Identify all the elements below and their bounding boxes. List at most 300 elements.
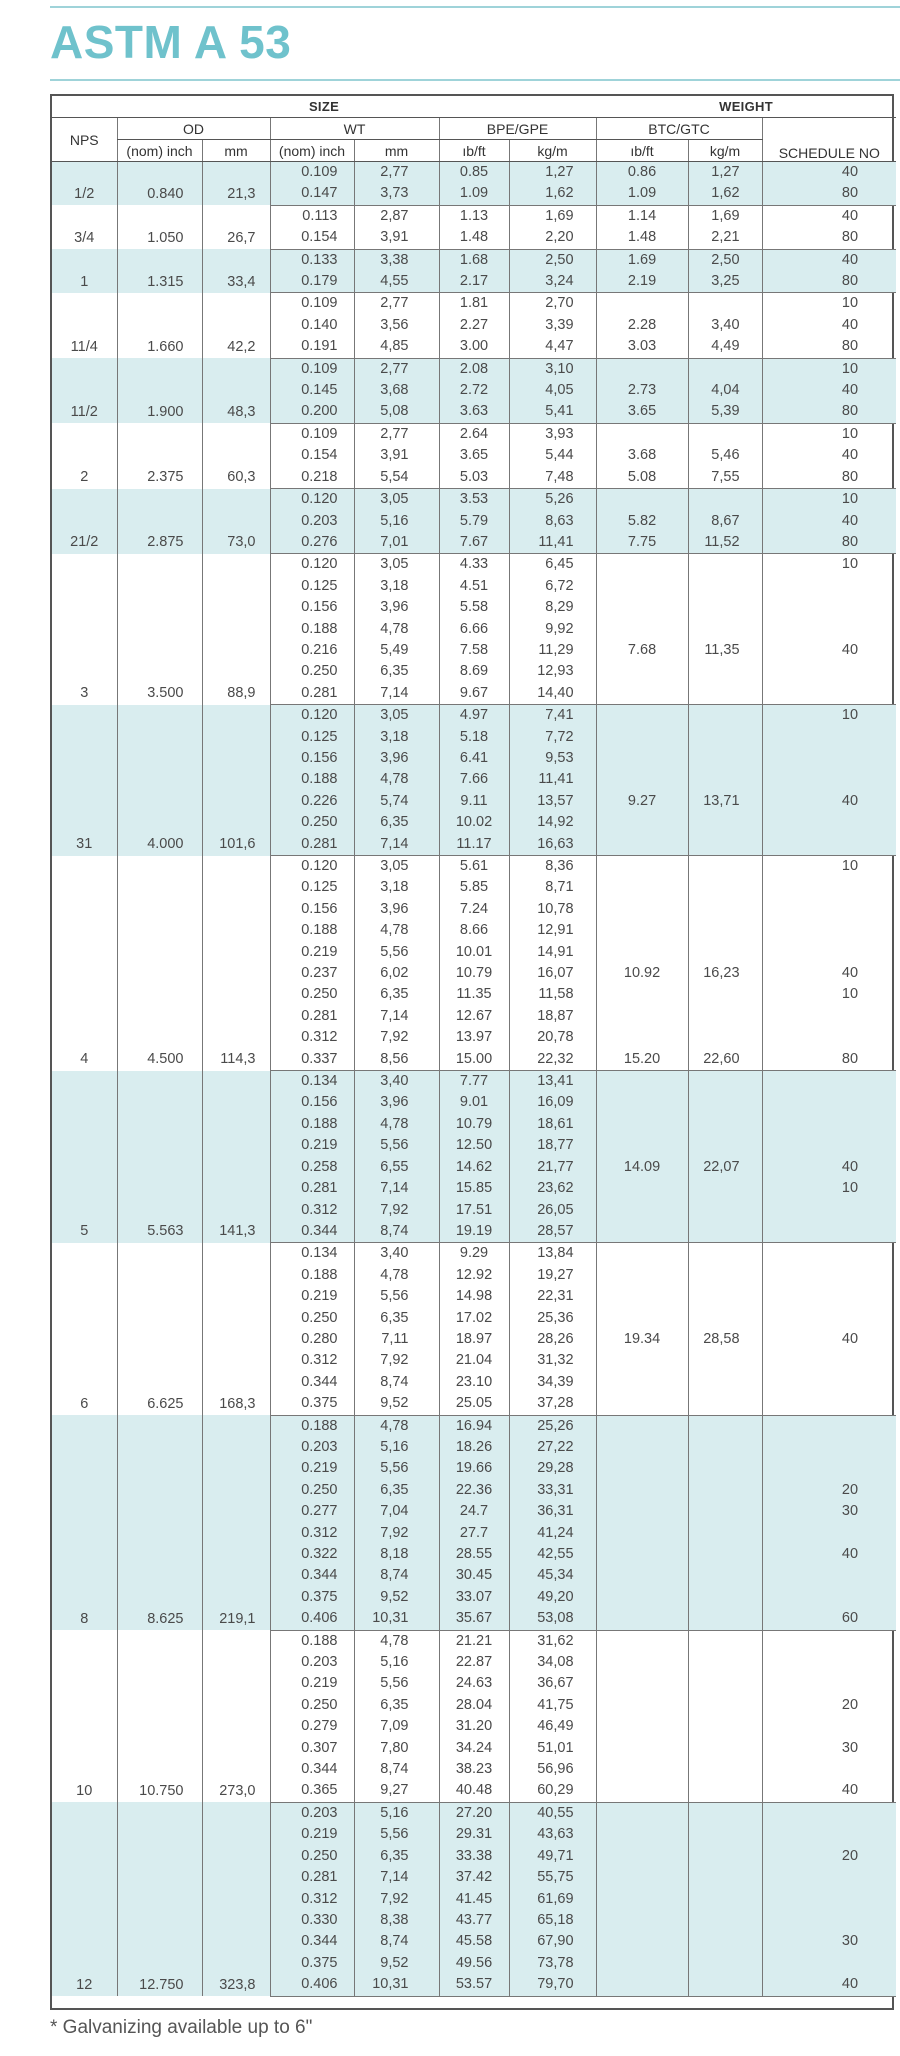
wt-inch-cell: 0.191: [270, 336, 354, 358]
btc-lbft-cell: 3.65: [596, 401, 688, 423]
btc-kgm-cell: [688, 1544, 762, 1565]
btc-kgm-cell: [688, 877, 762, 898]
wt-inch-cell: 0.154: [270, 227, 354, 249]
btc-kgm-cell: [688, 1350, 762, 1371]
wt-mm-cell: 5,74: [354, 791, 439, 812]
wt-inch-cell: 0.188: [270, 619, 354, 640]
od-mm-cell: 168,3: [202, 1243, 270, 1415]
btc-kgm-cell: [688, 769, 762, 790]
schedule-cell: 40: [762, 1329, 896, 1350]
bpe-kgm-cell: 36,67: [509, 1673, 596, 1694]
wt-inch-cell: 0.276: [270, 532, 354, 554]
schedule-cell: [762, 1437, 896, 1458]
bpe-kgm-cell: 12,93: [509, 661, 596, 682]
btc-lbft-cell: [596, 358, 688, 380]
nps-cell: 5: [52, 1071, 117, 1243]
bpe-lbft-cell: 5.18: [439, 727, 509, 748]
btc-lbft-cell: 1.09: [596, 183, 688, 205]
wt-mm-cell: 7,92: [354, 1889, 439, 1910]
bpe-kgm-cell: 3,93: [509, 423, 596, 445]
bpe-lbft-cell: 0.85: [439, 162, 509, 184]
btc-kgm-cell: 13,71: [688, 791, 762, 812]
btc-lbft-cell: [596, 1889, 688, 1910]
bpe-kgm-cell: 8,36: [509, 856, 596, 878]
schedule-cell: [762, 834, 896, 856]
wt-inch-cell: 0.280: [270, 1329, 354, 1350]
bpe-lbft-cell: 4.33: [439, 554, 509, 576]
btc-lbft-cell: [596, 576, 688, 597]
bpe-lbft-cell: 19.19: [439, 1221, 509, 1243]
schedule-cell: [762, 1953, 896, 1974]
btc-lbft-cell: 2.28: [596, 315, 688, 336]
od-mm-cell: 48,3: [202, 358, 270, 423]
table-row: [52, 162, 896, 184]
bpe-lbft-cell: 10.79: [439, 1114, 509, 1135]
btc-lbft-cell: 5.08: [596, 467, 688, 489]
schedule-cell: 40: [762, 445, 896, 466]
wt-inch-cell: 0.125: [270, 877, 354, 898]
btc-kgm-cell: [688, 1480, 762, 1501]
bpe-lbft-cell: 9.67: [439, 683, 509, 705]
wt-mm-cell: 4,55: [354, 271, 439, 293]
table-row: [52, 1415, 896, 1437]
schedule-cell: [762, 1114, 896, 1135]
bpe-lbft-cell: 10.01: [439, 942, 509, 963]
schedule-cell: 40: [762, 1780, 896, 1802]
wt-mm-cell: 6,35: [354, 1308, 439, 1329]
bpe-kgm-cell: 1,62: [509, 183, 596, 205]
schedule-cell: 40: [762, 162, 896, 184]
schedule-cell: [762, 1372, 896, 1393]
wt-inch-cell: 0.344: [270, 1372, 354, 1393]
wt-inch-cell: 0.281: [270, 683, 354, 705]
btc-kgm-cell: [688, 554, 762, 576]
schedule-cell: [762, 1716, 896, 1737]
bpe-lbft-cell: 4.97: [439, 705, 509, 727]
pipe-spec-table-frame: [50, 94, 894, 2010]
schedule-cell: [762, 1523, 896, 1544]
wt-mm-cell: 7,14: [354, 834, 439, 856]
wt-inch-cell: 0.344: [270, 1759, 354, 1780]
schedule-cell: [762, 661, 896, 682]
btc-kgm-cell: [688, 1221, 762, 1243]
schedule-cell: [762, 1092, 896, 1113]
schedule-cell: 10: [762, 293, 896, 315]
od-mm-cell: 33,4: [202, 249, 270, 293]
schedule-cell: [762, 1458, 896, 1479]
wt-mm-cell: 2,87: [354, 205, 439, 227]
bpe-kgm-cell: 46,49: [509, 1716, 596, 1737]
schedule-cell: 30: [762, 1738, 896, 1759]
bpe-lbft-cell: 18.97: [439, 1329, 509, 1350]
wt-mm-cell: 8,18: [354, 1544, 439, 1565]
schedule-cell: [762, 1393, 896, 1415]
wt-mm-cell: 8,74: [354, 1759, 439, 1780]
btc-kgm-cell: 2,21: [688, 227, 762, 249]
schedule-header: SCHEDULE NO: [762, 118, 896, 162]
schedule-cell: 10: [762, 358, 896, 380]
od-mm-cell: 101,6: [202, 705, 270, 856]
schedule-cell: [762, 1587, 896, 1608]
btc-kgm-cell: [688, 1200, 762, 1221]
bpe-kgm-cell: 11,41: [509, 769, 596, 790]
wt-inch-cell: 0.281: [270, 1006, 354, 1027]
bpe-kgm-cell: 7,41: [509, 705, 596, 727]
wt-inch-cell: 0.219: [270, 1286, 354, 1307]
schedule-cell: 40: [762, 963, 896, 984]
od-inch-cell: 1.315: [117, 249, 202, 293]
pipe-spec-table: [52, 96, 896, 1997]
bpe-kgm-cell: 14,92: [509, 812, 596, 833]
od-mm-cell: 26,7: [202, 205, 270, 249]
od-mm-cell: 21,3: [202, 162, 270, 206]
wt-inch-cell: 0.337: [270, 1049, 354, 1071]
wt-header: WT: [270, 118, 439, 140]
schedule-cell: [762, 1889, 896, 1910]
od-inch-cell: 1.900: [117, 358, 202, 423]
btc-kgm-cell: [688, 1437, 762, 1458]
wt-inch-cell: 0.133: [270, 249, 354, 271]
table-row: [52, 856, 896, 878]
wt-mm-cell: 8,38: [354, 1910, 439, 1931]
btc-lbft-cell: [596, 661, 688, 682]
table-row: [52, 249, 896, 271]
schedule-cell: [762, 1006, 896, 1027]
btc-kgm-cell: [688, 293, 762, 315]
wt-inch-cell: 0.109: [270, 293, 354, 315]
wt-inch-cell: 0.156: [270, 597, 354, 618]
bpe-kgm-cell: 43,63: [509, 1824, 596, 1845]
bpe-lbft-cell: 34.24: [439, 1738, 509, 1759]
btc-lbft-header: ıb/ft: [596, 140, 688, 162]
btc-kgm-cell: [688, 748, 762, 769]
bpe-kgm-cell: 34,39: [509, 1372, 596, 1393]
wt-mm-cell: 4,78: [354, 1265, 439, 1286]
wt-inch-cell: 0.281: [270, 1178, 354, 1199]
bpe-kgm-cell: 5,41: [509, 401, 596, 423]
nps-cell: 2: [80, 469, 89, 486]
bpe-kgm-cell: 73,78: [509, 1953, 596, 1974]
bpe-lbft-cell: 27.20: [439, 1802, 509, 1824]
wt-mm-cell: 5,54: [354, 467, 439, 489]
btc-lbft-cell: [596, 1738, 688, 1759]
bpe-kgm-cell: 11,41: [509, 532, 596, 554]
bpe-lbft-cell: 40.48: [439, 1780, 509, 1802]
bpe-lbft-cell: 6.41: [439, 748, 509, 769]
bpe-kgm-cell: 14,91: [509, 942, 596, 963]
wt-inch-cell: 0.322: [270, 1544, 354, 1565]
nps-cell: 4: [80, 1051, 89, 1068]
schedule-cell: [762, 1221, 896, 1243]
wt-mm-cell: 3,73: [354, 183, 439, 205]
table-row: [52, 1243, 896, 1265]
btc-kgm-cell: 2,50: [688, 249, 762, 271]
schedule-cell: 80: [762, 183, 896, 205]
wt-mm-cell: 7,92: [354, 1523, 439, 1544]
wt-mm-cell: 7,14: [354, 1867, 439, 1888]
wt-inch-cell: 0.406: [270, 1974, 354, 1996]
wt-mm-cell: 4,78: [354, 769, 439, 790]
btc-lbft-cell: [596, 1587, 688, 1608]
btc-lbft-cell: 1.14: [596, 205, 688, 227]
wt-mm-cell: 3,56: [354, 315, 439, 336]
bpe-lbft-cell: 1.09: [439, 183, 509, 205]
page-title: ASTM A 53: [50, 16, 292, 68]
bpe-lbft-cell: 7.58: [439, 640, 509, 661]
title-top-rule: [50, 6, 900, 8]
wt-mm-cell: 6,02: [354, 963, 439, 984]
bpe-lbft-cell: 1.81: [439, 293, 509, 315]
wt-mm-cell: 6,35: [354, 1480, 439, 1501]
bpe-lbft-cell: 9.01: [439, 1092, 509, 1113]
btc-lbft-cell: [596, 1243, 688, 1265]
schedule-cell: [762, 877, 896, 898]
nps-cell: 3: [80, 685, 89, 702]
bpe-kgm-cell: 16,63: [509, 834, 596, 856]
wt-inch-cell: 0.406: [270, 1608, 354, 1630]
wt-inch-cell: 0.258: [270, 1157, 354, 1178]
bpe-lbft-cell: 12.50: [439, 1135, 509, 1156]
btc-kgm-cell: [688, 597, 762, 618]
wt-mm-cell: 3,18: [354, 576, 439, 597]
schedule-cell: [762, 576, 896, 597]
bpe-lbft-cell: 49.56: [439, 1953, 509, 1974]
btc-gtc-header: BTC/GTC: [596, 118, 762, 140]
btc-kgm-cell: [688, 1286, 762, 1307]
bpe-lbft-cell: 11.35: [439, 984, 509, 1005]
btc-lbft-cell: [596, 856, 688, 878]
schedule-cell: [762, 1652, 896, 1673]
bpe-kgm-cell: 6,45: [509, 554, 596, 576]
btc-lbft-cell: [596, 1974, 688, 1996]
wt-mm-cell: 5,08: [354, 401, 439, 423]
bpe-kgm-cell: 60,29: [509, 1780, 596, 1802]
wt-inch-cell: 0.216: [270, 640, 354, 661]
bpe-lbft-cell: 10.79: [439, 963, 509, 984]
bpe-kgm-cell: 20,78: [509, 1027, 596, 1048]
wt-mm-cell: 3,18: [354, 727, 439, 748]
schedule-cell: [762, 1802, 896, 1824]
schedule-cell: [762, 1135, 896, 1156]
nps-cell: 6: [80, 1395, 89, 1412]
btc-lbft-cell: [596, 920, 688, 941]
btc-lbft-cell: [596, 1415, 688, 1437]
bpe-kgm-cell: 11,29: [509, 640, 596, 661]
wt-inch-cell: 0.281: [270, 1867, 354, 1888]
btc-kgm-cell: 11,35: [688, 640, 762, 661]
schedule-cell: [762, 1200, 896, 1221]
table-row: [52, 293, 896, 315]
btc-kgm-cell: 7,55: [688, 467, 762, 489]
bpe-kgm-cell: 26,05: [509, 1200, 596, 1221]
wt-mm-cell: 5,49: [354, 640, 439, 661]
wt-inch-cell: 0.109: [270, 162, 354, 184]
wt-mm-cell: 3,05: [354, 705, 439, 727]
btc-kgm-cell: 28,58: [688, 1329, 762, 1350]
bpe-kgm-cell: 14,40: [509, 683, 596, 705]
schedule-cell: [762, 1350, 896, 1371]
wt-mm-cell: 7,04: [354, 1501, 439, 1522]
wt-inch-cell: 0.203: [270, 1802, 354, 1824]
bpe-lbft-cell: 2.72: [439, 380, 509, 401]
bpe-kgm-cell: 40,55: [509, 1802, 596, 1824]
btc-lbft-cell: [596, 1501, 688, 1522]
btc-kgm-cell: 22,07: [688, 1157, 762, 1178]
wt-inch-cell: 0.277: [270, 1501, 354, 1522]
bpe-lbft-cell: 24.63: [439, 1673, 509, 1694]
schedule-cell: 40: [762, 315, 896, 336]
btc-kgm-cell: [688, 1953, 762, 1974]
wt-inch-cell: 0.188: [270, 1630, 354, 1652]
od-mm-cell: 141,3: [202, 1071, 270, 1243]
schedule-cell: 80: [762, 532, 896, 554]
bpe-lbft-cell: 2.64: [439, 423, 509, 445]
bpe-lbft-header: ıb/ft: [439, 140, 509, 162]
btc-lbft-cell: [596, 683, 688, 705]
bpe-lbft-cell: 45.58: [439, 1931, 509, 1952]
od-inch-cell: 6.625: [117, 1243, 202, 1415]
btc-lbft-cell: [596, 1308, 688, 1329]
wt-inch-cell: 0.145: [270, 380, 354, 401]
bpe-kgm-cell: 19,27: [509, 1265, 596, 1286]
table-row: [52, 489, 896, 511]
wt-inch-cell: 0.120: [270, 856, 354, 878]
btc-lbft-cell: [596, 1458, 688, 1479]
wt-mm-cell: 3,96: [354, 597, 439, 618]
bpe-lbft-cell: 33.38: [439, 1846, 509, 1867]
wt-mm-cell: 10,31: [354, 1608, 439, 1630]
bpe-lbft-cell: 8.66: [439, 920, 509, 941]
btc-lbft-cell: [596, 1114, 688, 1135]
wt-inch-cell: 0.203: [270, 1437, 354, 1458]
btc-kgm-cell: [688, 1931, 762, 1952]
wt-inch-cell: 0.125: [270, 727, 354, 748]
wt-mm-cell: 4,85: [354, 336, 439, 358]
bpe-kgm-cell: 6,72: [509, 576, 596, 597]
wt-inch-cell: 0.375: [270, 1953, 354, 1974]
table-row: [52, 705, 896, 727]
schedule-cell: 80: [762, 336, 896, 358]
bpe-lbft-cell: 2.17: [439, 271, 509, 293]
od-inch-cell: 0.840: [117, 162, 202, 206]
wt-mm-cell: 3,05: [354, 489, 439, 511]
btc-kgm-cell: [688, 1889, 762, 1910]
wt-mm-cell: 9,52: [354, 1393, 439, 1415]
btc-kgm-cell: [688, 1071, 762, 1093]
wt-inch-cell: 0.344: [270, 1565, 354, 1586]
wt-mm-cell: 5,56: [354, 942, 439, 963]
btc-kgm-cell: 4,04: [688, 380, 762, 401]
bpe-kgm-cell: 37,28: [509, 1393, 596, 1415]
wt-mm-cell: 7,14: [354, 1178, 439, 1199]
btc-kgm-cell: [688, 1802, 762, 1824]
wt-inch-cell: 0.365: [270, 1780, 354, 1802]
bpe-kgm-cell: 67,90: [509, 1931, 596, 1952]
btc-lbft-cell: [596, 1824, 688, 1845]
btc-kgm-header: kg/m: [688, 140, 762, 162]
schedule-cell: 10: [762, 856, 896, 878]
bpe-lbft-cell: 11.17: [439, 834, 509, 856]
wt-mm-cell: 7,14: [354, 1006, 439, 1027]
bpe-kgm-cell: 5,26: [509, 489, 596, 511]
btc-kgm-cell: [688, 1695, 762, 1716]
btc-lbft-cell: 10.92: [596, 963, 688, 984]
btc-lbft-cell: [596, 1265, 688, 1286]
btc-kgm-cell: [688, 1824, 762, 1845]
btc-kgm-cell: 1,62: [688, 183, 762, 205]
schedule-cell: 10: [762, 984, 896, 1005]
bpe-lbft-cell: 3.53: [439, 489, 509, 511]
od-inch-cell: 8.625: [117, 1415, 202, 1630]
btc-kgm-cell: [688, 1027, 762, 1048]
bpe-lbft-cell: 2.27: [439, 315, 509, 336]
btc-kgm-cell: [688, 1114, 762, 1135]
od-inch-cell: 4.000: [117, 705, 202, 856]
wt-inch-cell: 0.120: [270, 705, 354, 727]
od-inch-cell: 3.500: [117, 554, 202, 705]
btc-kgm-cell: [688, 1910, 762, 1931]
bpe-kgm-cell: 23,62: [509, 1178, 596, 1199]
btc-lbft-cell: [596, 748, 688, 769]
btc-lbft-cell: [596, 597, 688, 618]
wt-mm-cell: 5,16: [354, 1437, 439, 1458]
wt-inch-cell: 0.250: [270, 984, 354, 1005]
od-mm-cell: 114,3: [202, 856, 270, 1071]
wt-mm-cell: 3,68: [354, 380, 439, 401]
wt-inch-cell: 0.200: [270, 401, 354, 423]
btc-kgm-cell: [688, 1716, 762, 1737]
schedule-cell: [762, 920, 896, 941]
schedule-cell: [762, 942, 896, 963]
weight-header: WEIGHT: [596, 96, 896, 118]
btc-lbft-cell: [596, 1480, 688, 1501]
bpe-lbft-cell: 9.29: [439, 1243, 509, 1265]
wt-inch-cell: 0.250: [270, 812, 354, 833]
btc-lbft-cell: [596, 1027, 688, 1048]
wt-mm-cell: 4,78: [354, 1114, 439, 1135]
wt-inch-cell: 0.120: [270, 554, 354, 576]
bpe-kgm-cell: 8,63: [509, 511, 596, 532]
wt-inch-cell: 0.188: [270, 920, 354, 941]
btc-lbft-cell: [596, 1802, 688, 1824]
nps-cell: 21/2: [52, 489, 117, 554]
bpe-kgm-cell: 1,27: [509, 162, 596, 184]
btc-kgm-cell: [688, 705, 762, 727]
btc-kgm-cell: [688, 1092, 762, 1113]
schedule-cell: 40: [762, 1544, 896, 1565]
wt-inch-cell: 0.312: [270, 1200, 354, 1221]
schedule-cell: 10: [762, 423, 896, 445]
btc-kgm-cell: [688, 1415, 762, 1437]
btc-kgm-cell: [688, 683, 762, 705]
bpe-lbft-cell: 28.55: [439, 1544, 509, 1565]
btc-lbft-cell: [596, 1372, 688, 1393]
wt-mm-cell: 3,96: [354, 1092, 439, 1113]
wt-mm-cell: 9,52: [354, 1953, 439, 1974]
bpe-lbft-cell: 19.66: [439, 1458, 509, 1479]
schedule-cell: [762, 1824, 896, 1845]
bpe-lbft-cell: 6.66: [439, 619, 509, 640]
bpe-kgm-cell: 61,69: [509, 1889, 596, 1910]
schedule-cell: [762, 1265, 896, 1286]
wt-mm-cell: 9,52: [354, 1587, 439, 1608]
btc-kgm-cell: [688, 1372, 762, 1393]
btc-kgm-cell: [688, 619, 762, 640]
wt-mm-cell: 4,78: [354, 1415, 439, 1437]
btc-lbft-cell: [596, 489, 688, 511]
bpe-kgm-cell: 16,09: [509, 1092, 596, 1113]
wt-inch-cell: 0.344: [270, 1931, 354, 1952]
